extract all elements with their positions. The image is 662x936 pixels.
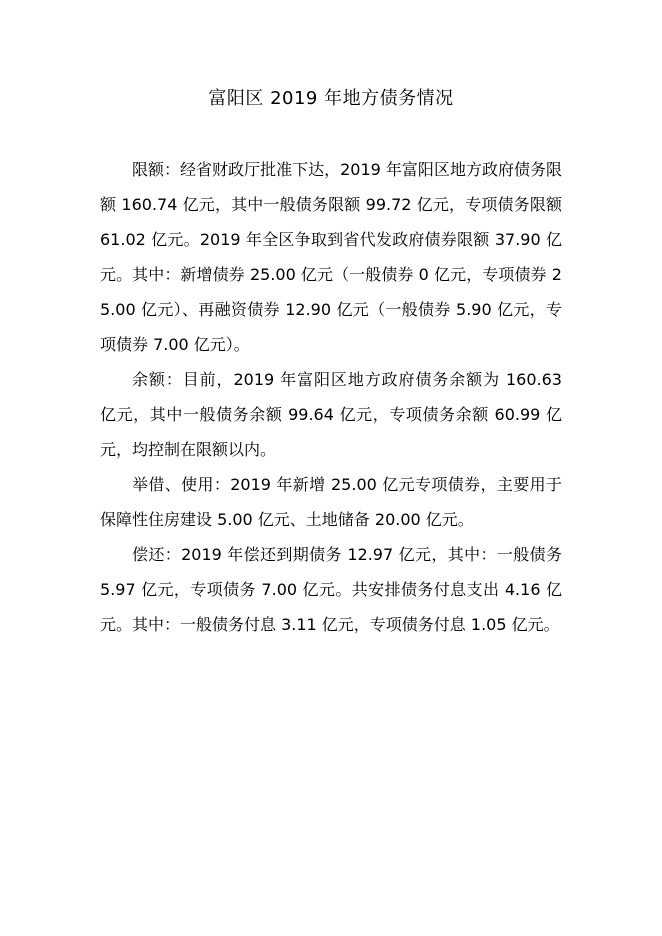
page-title: 富阳区 2019 年地方债务情况 bbox=[208, 88, 454, 109]
paragraph-borrowing-usage: 举借、使用：2019 年新增 25.00 亿元专项债券，主要用于保障性住房建设 5.00 亿元、土地储备 20.00 亿元。 bbox=[100, 475, 562, 529]
paragraph-balance: 余额：目前，2019 年富阳区地方政府债务余额为 160.63 亿元，其中一般债务余额 99.64 亿元，专项债务余额 60.99 亿元，均控制在限额以内。 bbox=[100, 370, 562, 459]
paragraph-repayment: 偿还：2019 年偿还到期债务 12.97 亿元，其中：一般债务 5.97 亿元，专项债务 7.00 亿元。共安排债务付息支出 4.16 亿元。其中：一般债务付息 3.11 亿元，专项债务付息 1.05 亿元。 bbox=[100, 545, 562, 634]
document-body bbox=[100, 152, 562, 642]
paragraph-limit: 限额：经省财政厅批准下达，2019 年富阳区地方政府债务限额 160.74 亿元，其中一般债务限额 99.72 亿元，专项债务限额 61.02 亿元。2019 年全区争取到省代发政府债券限额 37.90 亿元。其中：新增债券 25.00 亿元（一般债券 0 亿元，专项债券 25.00 亿元）、再融资债券 12.90 亿元（一般债券 5.90 亿元，专项债券 7.00 亿元）。 bbox=[100, 160, 562, 354]
